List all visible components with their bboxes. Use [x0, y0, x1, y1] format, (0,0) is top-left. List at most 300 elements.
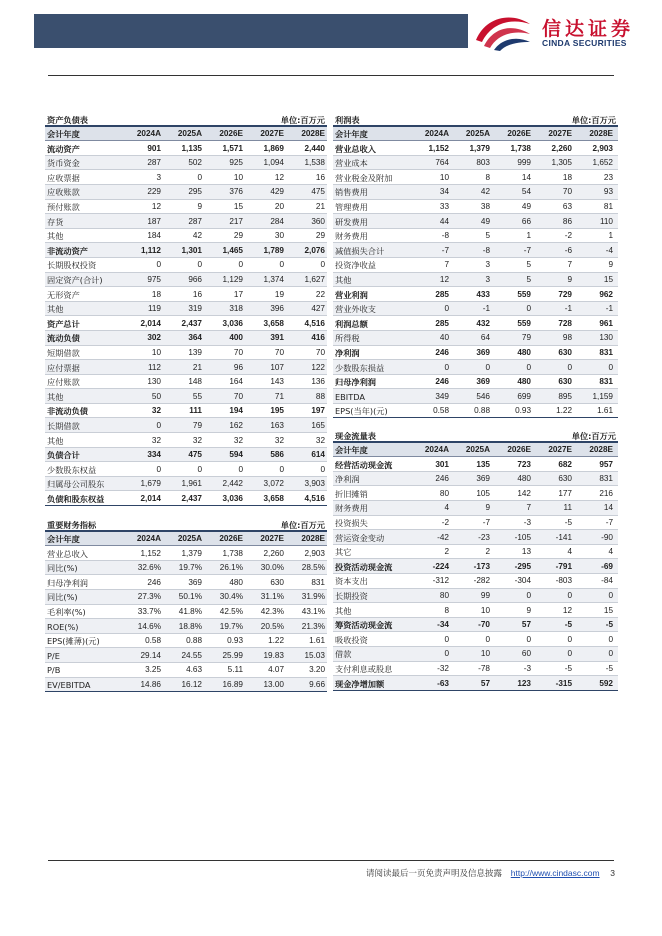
row-label: 归母净利润: [47, 577, 88, 588]
cell-value: 98: [562, 333, 572, 343]
cell-value: 41.8%: [178, 607, 202, 617]
cell-value: 33.7%: [137, 607, 161, 617]
table-row: [45, 375, 327, 390]
row-label: 固定资产(合计): [47, 275, 103, 286]
row-label: 长期投资: [335, 591, 368, 602]
cell-value: -282: [473, 576, 490, 586]
table-row: [45, 575, 327, 590]
table-header-row: [333, 443, 618, 458]
row-label: 其他: [47, 391, 64, 402]
column-header-year: 2025A: [177, 129, 202, 139]
cell-value: 32: [274, 435, 284, 445]
cell-value: 0.58: [145, 636, 161, 646]
cell-value: 0: [444, 304, 449, 314]
cell-value: 122: [311, 362, 325, 372]
cell-value: 32: [192, 435, 202, 445]
cell-value: 803: [476, 158, 490, 168]
table-unit: 单位:百万元: [280, 114, 325, 125]
column-header-year: 2027E: [548, 129, 572, 139]
cell-value: 111: [189, 406, 202, 416]
cell-value: 10: [233, 172, 243, 182]
table-unit: 单位:百万元: [280, 519, 325, 530]
cell-value: 60: [521, 649, 531, 659]
cell-value: 4.07: [268, 665, 284, 675]
cell-value: 3,072: [263, 479, 284, 489]
row-label: 吸收投资: [335, 634, 368, 645]
cell-value: 88: [315, 391, 325, 401]
table-row: [45, 273, 327, 288]
cell-value: 246: [435, 474, 449, 484]
table-row: [333, 545, 618, 560]
column-header-label: 会计年度: [47, 534, 80, 545]
cell-value: 246: [147, 577, 161, 587]
cell-value: 246: [435, 377, 449, 387]
cell-value: 1,571: [222, 143, 243, 153]
cell-value: 284: [270, 216, 284, 226]
cell-value: 1,305: [551, 158, 572, 168]
cell-value: 319: [188, 304, 202, 314]
table-row: [333, 647, 618, 662]
cell-value: 427: [311, 304, 325, 314]
cell-value: 54: [521, 187, 531, 197]
column-header-year: 2027E: [548, 445, 572, 455]
table-row: [45, 491, 327, 506]
cell-value: 2,437: [181, 493, 202, 503]
cell-value: 559: [517, 318, 531, 328]
cell-value: 184: [147, 231, 161, 241]
footer-disclaimer: 请阅读最后一页免责声明及信息披露: [366, 869, 503, 879]
cell-value: 630: [558, 474, 572, 484]
cell-value: -224: [432, 561, 449, 571]
row-label: 现金净增加额: [335, 678, 385, 689]
cell-value: 975: [147, 275, 161, 285]
header-band: [34, 14, 468, 48]
row-label: 预付账款: [47, 202, 80, 213]
cell-value: 3: [156, 172, 161, 182]
cell-value: 130: [147, 377, 161, 387]
cell-value: 0.88: [186, 636, 202, 646]
table-title-row: [45, 517, 327, 532]
cell-value: 7: [567, 260, 572, 270]
row-label: 销售费用: [335, 187, 368, 198]
cell-value: 925: [229, 158, 243, 168]
cell-value: 135: [476, 459, 490, 469]
cell-value: 699: [517, 391, 531, 401]
table-row: [333, 530, 618, 545]
row-label: 投资活动现金流: [335, 561, 393, 572]
cell-value: 16.12: [181, 680, 202, 690]
table-row: [333, 200, 618, 215]
cell-value: 3,036: [222, 318, 243, 328]
cell-value: 285: [435, 289, 449, 299]
cell-value: 475: [188, 450, 202, 460]
cell-value: 2,014: [140, 318, 161, 328]
cell-value: 0: [197, 172, 202, 182]
cell-value: 546: [476, 391, 490, 401]
cell-value: 57: [480, 678, 490, 688]
table-row: [333, 316, 618, 331]
cell-value: 0: [526, 591, 531, 601]
table-row: [45, 141, 327, 156]
cell-value: 49: [480, 216, 490, 226]
cell-value: 12: [562, 605, 572, 615]
cell-value: 475: [311, 187, 325, 197]
cell-value: 0: [197, 260, 202, 270]
cell-value: 2,903: [592, 143, 613, 153]
table-title-row: [45, 112, 327, 127]
cell-value: 432: [476, 318, 490, 328]
row-label: 同比(%): [47, 563, 78, 574]
cell-value: 1,301: [181, 245, 202, 255]
cell-value: 20: [274, 202, 284, 212]
cell-value: 25.99: [222, 650, 243, 660]
cell-value: 29: [233, 231, 243, 241]
cell-value: 0.93: [515, 406, 531, 416]
cell-value: 0: [238, 260, 243, 270]
page-number: 3: [610, 868, 615, 878]
cell-value: 163: [270, 420, 284, 430]
cell-value: 70: [233, 348, 243, 357]
cell-value: 682: [558, 459, 572, 469]
column-header-year: 2025A: [465, 445, 490, 455]
row-label: 其他: [47, 231, 64, 242]
table-header-row: [333, 127, 618, 142]
cell-value: 723: [517, 459, 531, 469]
cell-value: -7: [605, 518, 613, 528]
cell-value: 1,152: [140, 548, 161, 558]
cell-value: -315: [555, 678, 572, 688]
cell-value: 285: [435, 318, 449, 328]
cell-value: -5: [564, 620, 572, 630]
table-row: [45, 346, 327, 361]
cell-value: 0: [608, 362, 613, 372]
table-row: [333, 287, 618, 302]
cell-value: 1,961: [181, 479, 202, 489]
cell-value: -8: [441, 231, 449, 241]
cell-value: -1: [605, 304, 613, 314]
table-row: [333, 389, 618, 404]
cell-value: 148: [188, 377, 202, 387]
row-label: 营运资金变动: [335, 532, 385, 543]
cell-value: -2: [564, 231, 572, 241]
cell-value: 630: [270, 577, 284, 587]
row-label: 管理费用: [335, 202, 368, 213]
cell-value: 30: [274, 231, 284, 241]
row-label: 非流动资产: [47, 245, 88, 256]
cell-value: 2: [444, 547, 449, 557]
cell-value: 38: [480, 202, 490, 212]
cell-value: 416: [311, 333, 325, 343]
cell-value: 349: [435, 391, 449, 401]
row-label: 投资净收益: [335, 260, 376, 271]
table-row: [45, 634, 327, 649]
cell-value: 2,260: [263, 548, 284, 558]
row-label: 折旧摊销: [335, 488, 368, 499]
cell-value: 99: [480, 591, 490, 601]
cell-value: 42: [192, 231, 202, 241]
cell-value: 216: [599, 488, 613, 498]
cell-value: 19.7%: [178, 563, 202, 573]
cell-value: 24.55: [181, 650, 202, 660]
cell-value: 70: [315, 348, 325, 357]
cell-value: 43.1%: [301, 607, 325, 617]
cell-value: 18: [151, 289, 161, 299]
cell-value: 14: [521, 172, 531, 182]
cell-value: -63: [437, 678, 449, 688]
table-row: [333, 486, 618, 501]
cell-value: 592: [599, 678, 613, 688]
cell-value: 0: [567, 634, 572, 644]
column-header-year: 2028E: [589, 445, 613, 455]
cell-value: 49: [521, 202, 531, 212]
cell-value: 9.66: [309, 680, 325, 690]
cell-value: 0: [279, 464, 284, 474]
cell-value: 136: [311, 377, 325, 387]
cell-value: 1,094: [263, 158, 284, 168]
cell-value: 23: [603, 172, 613, 182]
cell-value: 1: [526, 231, 531, 241]
cell-value: 15: [233, 202, 243, 212]
column-header-year: 2026E: [507, 445, 531, 455]
cash-flow-table: [333, 428, 618, 691]
table-row: [333, 404, 618, 419]
row-label: 同比(%): [47, 592, 78, 603]
row-label: 应收票据: [47, 172, 80, 183]
cell-value: -1: [482, 304, 490, 314]
cell-value: 40: [439, 333, 449, 343]
row-label: 负债合计: [47, 450, 80, 461]
cell-value: 287: [188, 216, 202, 226]
cell-value: 12: [274, 172, 284, 182]
table-row: [333, 676, 618, 691]
cell-value: 10: [439, 172, 449, 182]
cell-value: 764: [435, 158, 449, 168]
row-label: 少数股东损益: [335, 362, 385, 373]
cell-value: 15: [603, 275, 613, 285]
cell-value: -84: [601, 576, 613, 586]
cell-value: 433: [476, 289, 490, 299]
table-row: [45, 448, 327, 463]
table-row: [45, 170, 327, 185]
cell-value: 34: [439, 187, 449, 197]
table-row: [45, 214, 327, 229]
row-label: 非流动负债: [47, 406, 88, 417]
cell-value: 0: [156, 420, 161, 430]
row-label: 资本支出: [335, 576, 368, 587]
table-title: 重要财务指标: [47, 519, 97, 530]
row-label: 流动资产: [47, 143, 80, 154]
cell-value: 1,152: [428, 143, 449, 153]
table-row: [45, 331, 327, 346]
cell-value: 3.25: [145, 665, 161, 675]
cell-value: 1.61: [309, 636, 325, 646]
table-header-row: [45, 532, 327, 547]
table-row: [333, 331, 618, 346]
table-row: [333, 156, 618, 171]
cell-value: 12: [151, 202, 161, 212]
footer-website-link[interactable]: http://www.cindasc.com: [510, 868, 600, 878]
cell-value: 19.7%: [219, 621, 243, 631]
cell-value: 966: [188, 275, 202, 285]
table-row: [333, 214, 618, 229]
table-row: [45, 433, 327, 448]
table-row: [333, 472, 618, 487]
row-label: 经营活动现金流: [335, 459, 393, 470]
table-row: [333, 360, 618, 375]
cell-value: 961: [599, 318, 613, 328]
cell-value: 42: [480, 187, 490, 197]
row-label: EPS(摊薄)(元): [47, 636, 100, 647]
footer: [366, 867, 615, 879]
cell-value: 0: [526, 304, 531, 314]
cell-value: 29.14: [140, 650, 161, 660]
cell-value: -5: [564, 518, 572, 528]
table-row: [45, 287, 327, 302]
row-label: 财务费用: [335, 231, 368, 242]
row-label: 利润总额: [335, 318, 368, 329]
row-label: 营业成本: [335, 158, 368, 169]
cell-value: -3: [523, 664, 531, 673]
cell-value: 50.1%: [178, 592, 202, 602]
cell-value: 4: [567, 547, 572, 557]
cell-value: 3,658: [263, 493, 284, 503]
table-row: [45, 648, 327, 663]
cell-value: 0: [567, 362, 572, 372]
column-header-label: 会计年度: [47, 129, 80, 140]
cell-value: 1,112: [140, 245, 161, 255]
cell-value: 0: [485, 634, 490, 644]
cell-value: 229: [147, 187, 161, 197]
cell-value: 369: [476, 377, 490, 387]
column-header-year: 2027E: [260, 129, 284, 139]
row-label: 营业外收支: [335, 304, 376, 315]
cell-value: 96: [233, 362, 243, 372]
cell-value: -4: [605, 245, 613, 255]
cell-value: 0: [444, 362, 449, 372]
cell-value: 429: [270, 187, 284, 197]
table-title-row: [333, 428, 618, 443]
cell-value: 14: [603, 503, 613, 513]
table-row: [45, 404, 327, 419]
cell-value: 22: [315, 289, 325, 299]
cell-value: 728: [558, 318, 572, 328]
cell-value: 10: [480, 605, 490, 615]
cell-value: 32.6%: [137, 563, 161, 573]
table-row: [45, 302, 327, 317]
cell-value: 63: [562, 202, 572, 212]
row-label: 营业总收入: [335, 143, 376, 154]
cell-value: -803: [555, 576, 572, 586]
cell-value: 44: [439, 216, 449, 226]
cell-value: 4.63: [186, 665, 202, 675]
cell-value: -7: [441, 245, 449, 255]
row-label: 营业总收入: [47, 548, 88, 559]
cell-value: 287: [147, 158, 161, 168]
row-label: 借款: [335, 649, 352, 660]
cell-value: -5: [564, 664, 572, 673]
cell-value: 9: [197, 202, 202, 212]
cell-value: 20.5%: [260, 621, 284, 631]
cell-value: 79: [521, 333, 531, 343]
cell-value: 3.20: [309, 665, 325, 675]
table-row: [45, 477, 327, 492]
cell-value: 31.9%: [301, 592, 325, 602]
cell-value: 5: [526, 275, 531, 285]
cell-value: 64: [480, 333, 490, 343]
table-title: 现金流量表: [335, 430, 376, 441]
table-row: [333, 618, 618, 633]
cell-value: -90: [601, 532, 613, 542]
row-label: 净利润: [335, 348, 360, 358]
table-row: [333, 457, 618, 472]
cinda-logo-icon: [472, 10, 534, 52]
cell-value: 26.1%: [219, 563, 243, 573]
cell-value: 194: [229, 406, 243, 416]
cell-value: 0: [156, 260, 161, 270]
cell-value: 729: [558, 289, 572, 299]
cell-value: 1,652: [592, 158, 613, 168]
table-unit: 单位:百万元: [571, 430, 616, 441]
cell-value: 0: [320, 260, 325, 270]
cell-value: 364: [188, 333, 202, 343]
row-label: 研发费用: [335, 216, 368, 227]
cell-value: 32: [151, 406, 161, 416]
cell-value: 2,437: [181, 318, 202, 328]
logo-en-text: CINDA SECURITIES: [542, 38, 627, 48]
cell-value: 831: [311, 577, 325, 587]
table-row: [45, 316, 327, 331]
row-label: 短期借款: [47, 348, 80, 358]
cell-value: 9: [608, 260, 613, 270]
cell-value: 21: [315, 202, 325, 212]
table-row: [45, 243, 327, 258]
column-header-year: 2025A: [177, 534, 202, 544]
cell-value: 5.11: [227, 665, 243, 675]
table-row: [333, 243, 618, 258]
cell-value: -5: [605, 620, 613, 630]
cell-value: 376: [229, 187, 243, 197]
cell-value: 0: [567, 591, 572, 601]
cell-value: 164: [229, 377, 243, 387]
cell-value: 10: [480, 649, 490, 659]
cell-value: 5: [526, 260, 531, 270]
cell-value: 895: [558, 391, 572, 401]
cell-value: -32: [437, 664, 449, 673]
table-row: [45, 156, 327, 171]
table-title-row: [333, 112, 618, 127]
cell-value: 630: [558, 377, 572, 387]
cell-value: 1.22: [556, 406, 572, 416]
row-label: 投资损失: [335, 518, 368, 529]
cell-value: 1.22: [268, 636, 284, 646]
cell-value: 831: [599, 377, 613, 387]
cell-value: 139: [188, 348, 202, 357]
cell-value: 14.86: [140, 680, 161, 690]
cell-value: 29: [315, 231, 325, 241]
cell-value: 0: [320, 464, 325, 474]
cell-value: 81: [603, 202, 613, 212]
cell-value: 19: [274, 289, 284, 299]
cell-value: 4: [608, 547, 613, 557]
table-row: [333, 229, 618, 244]
cell-value: -70: [478, 620, 490, 630]
row-label: 所得税: [335, 333, 360, 344]
cell-value: 14.6%: [137, 621, 161, 631]
cell-value: 480: [517, 377, 531, 387]
table-row: [45, 200, 327, 215]
row-label: P/B: [47, 665, 61, 676]
cell-value: 13: [521, 547, 531, 557]
